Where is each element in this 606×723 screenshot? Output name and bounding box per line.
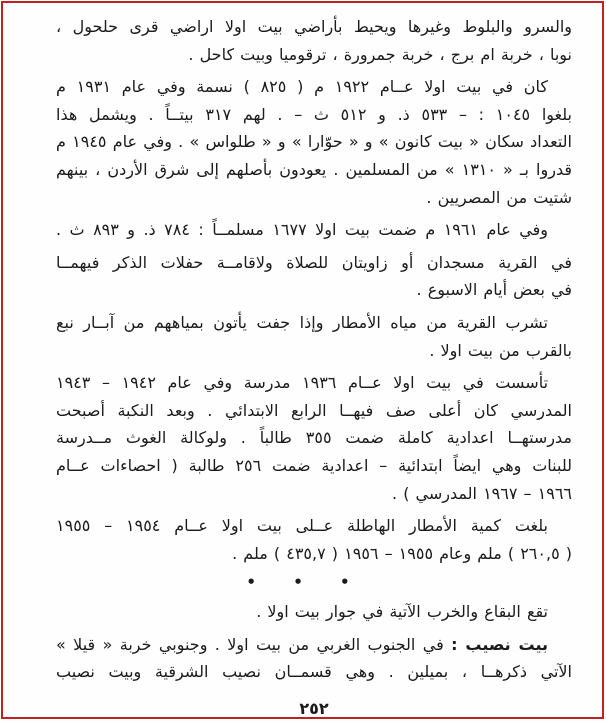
text-line: قدروا بـ « ١٣١٠ » من المسلمين . يعودون بأصلهم إلى شرق الأردن ، بينهم	[56, 159, 573, 179]
text-line: نوبا ، خربة ام برج ، خربة جمرورة ، ترقوميا وبيت كاحل .	[188, 44, 572, 64]
paragraph	[56, 598, 572, 626]
text-line: بلغت كمية الأمطار الهاطلة عــلى بيت اولا عــام ١٩٥٤ – ١٩٥٥	[56, 516, 548, 536]
entry-text: في الجنوب الغربي من بيت اولا . وجنوبي خربة « قيلا »	[56, 634, 452, 654]
paragraph	[56, 512, 572, 567]
paragraph	[56, 73, 572, 211]
text-line: تأسست في بيت اولا عــام ١٩٣٦ مدرسة وفي عام ١٩٤٢ – ١٩٤٣	[56, 373, 549, 393]
text-line: ( ٢٦٠,٥ ) ملم وعام ١٩٥٥ – ١٩٥٦ ( ٤٣٥,٧ ) ملم .	[232, 543, 572, 563]
paragraph	[56, 369, 572, 507]
page-number: ٢٥٢	[299, 699, 329, 719]
text-line: تشرب القرية من مياه الأمطار وإذا جفت يأتون بمياههم من آبــار نبع	[56, 312, 548, 332]
text-line: شتيت من المصريين .	[426, 187, 572, 207]
text-line: المدرسي كان أعلى صف فيهــا الرابع الابتدائي . وبعد النكبة أصبحت	[56, 400, 572, 420]
text-line	[56, 631, 572, 659]
text-line: في بعض أيام الاسبوع .	[416, 280, 572, 300]
text-line: بالقرب من بيت اولا .	[429, 340, 572, 360]
text-line: والسرو والبلوط وغيرها ويحيط بأراضي بيت اولا اراضي قرى حلحول ،	[56, 17, 572, 36]
entry-title: بيت نصيب :	[451, 634, 548, 654]
text-line: مدرستهــا اعدادية كاملة ضمت ٣٥٥ طالباً . ولوكالة الغوث مــدرسة	[56, 428, 573, 448]
body-text	[56, 13, 572, 723]
text-line: في القرية مسجدان أو زاويتان للصلاة ولاقامــة حفلات الذكر فيهمــا	[56, 252, 572, 272]
paragraph	[56, 13, 572, 68]
text-line: تقع البقاع والخرب الآتية في جوار بيت اولا .	[256, 602, 548, 622]
text-line: التعداد سكان « بيت كانون » و « حوّارا » و « طلواس » . وفي عام ١٩٤٥ م	[56, 132, 572, 152]
text-line: الآتي ذكرهــا ، بميلين . وهي قسمــان نصيب الشرقية وبيت نصيب	[56, 662, 572, 682]
text-line: ١٩٦٦ – ١٩٦٧ المدرسي ) .	[392, 483, 572, 503]
paragraph-entry	[56, 631, 572, 686]
text-line: بلغوا ١٠٤٥ : – ٥٣٣ ذ. و ٥١٢ ث – . لهم ٣١٧ بيتــاً . ويشمل هذا	[56, 104, 573, 124]
separator-dots: • • •	[246, 573, 366, 592]
paragraph	[56, 309, 572, 364]
paragraph	[56, 216, 572, 244]
text-line: للبنات وهي ايضاً ابتدائية – اعدادية ضمت ٢٥٦ طالبة ( احصاءات عــام	[56, 455, 573, 475]
text-line: وفي عام ١٩٦١ م ضمت بيت اولا ١٦٧٧ مسلمــاً : ٧٨٤ ذ. و ٨٩٣ ث .	[56, 220, 549, 240]
paragraph	[56, 249, 572, 304]
text-line: كان في بيت اولا عــام ١٩٢٢ م ( ٨٢٥ ) نسمة وفي عام ١٩٣١ م	[56, 77, 549, 97]
